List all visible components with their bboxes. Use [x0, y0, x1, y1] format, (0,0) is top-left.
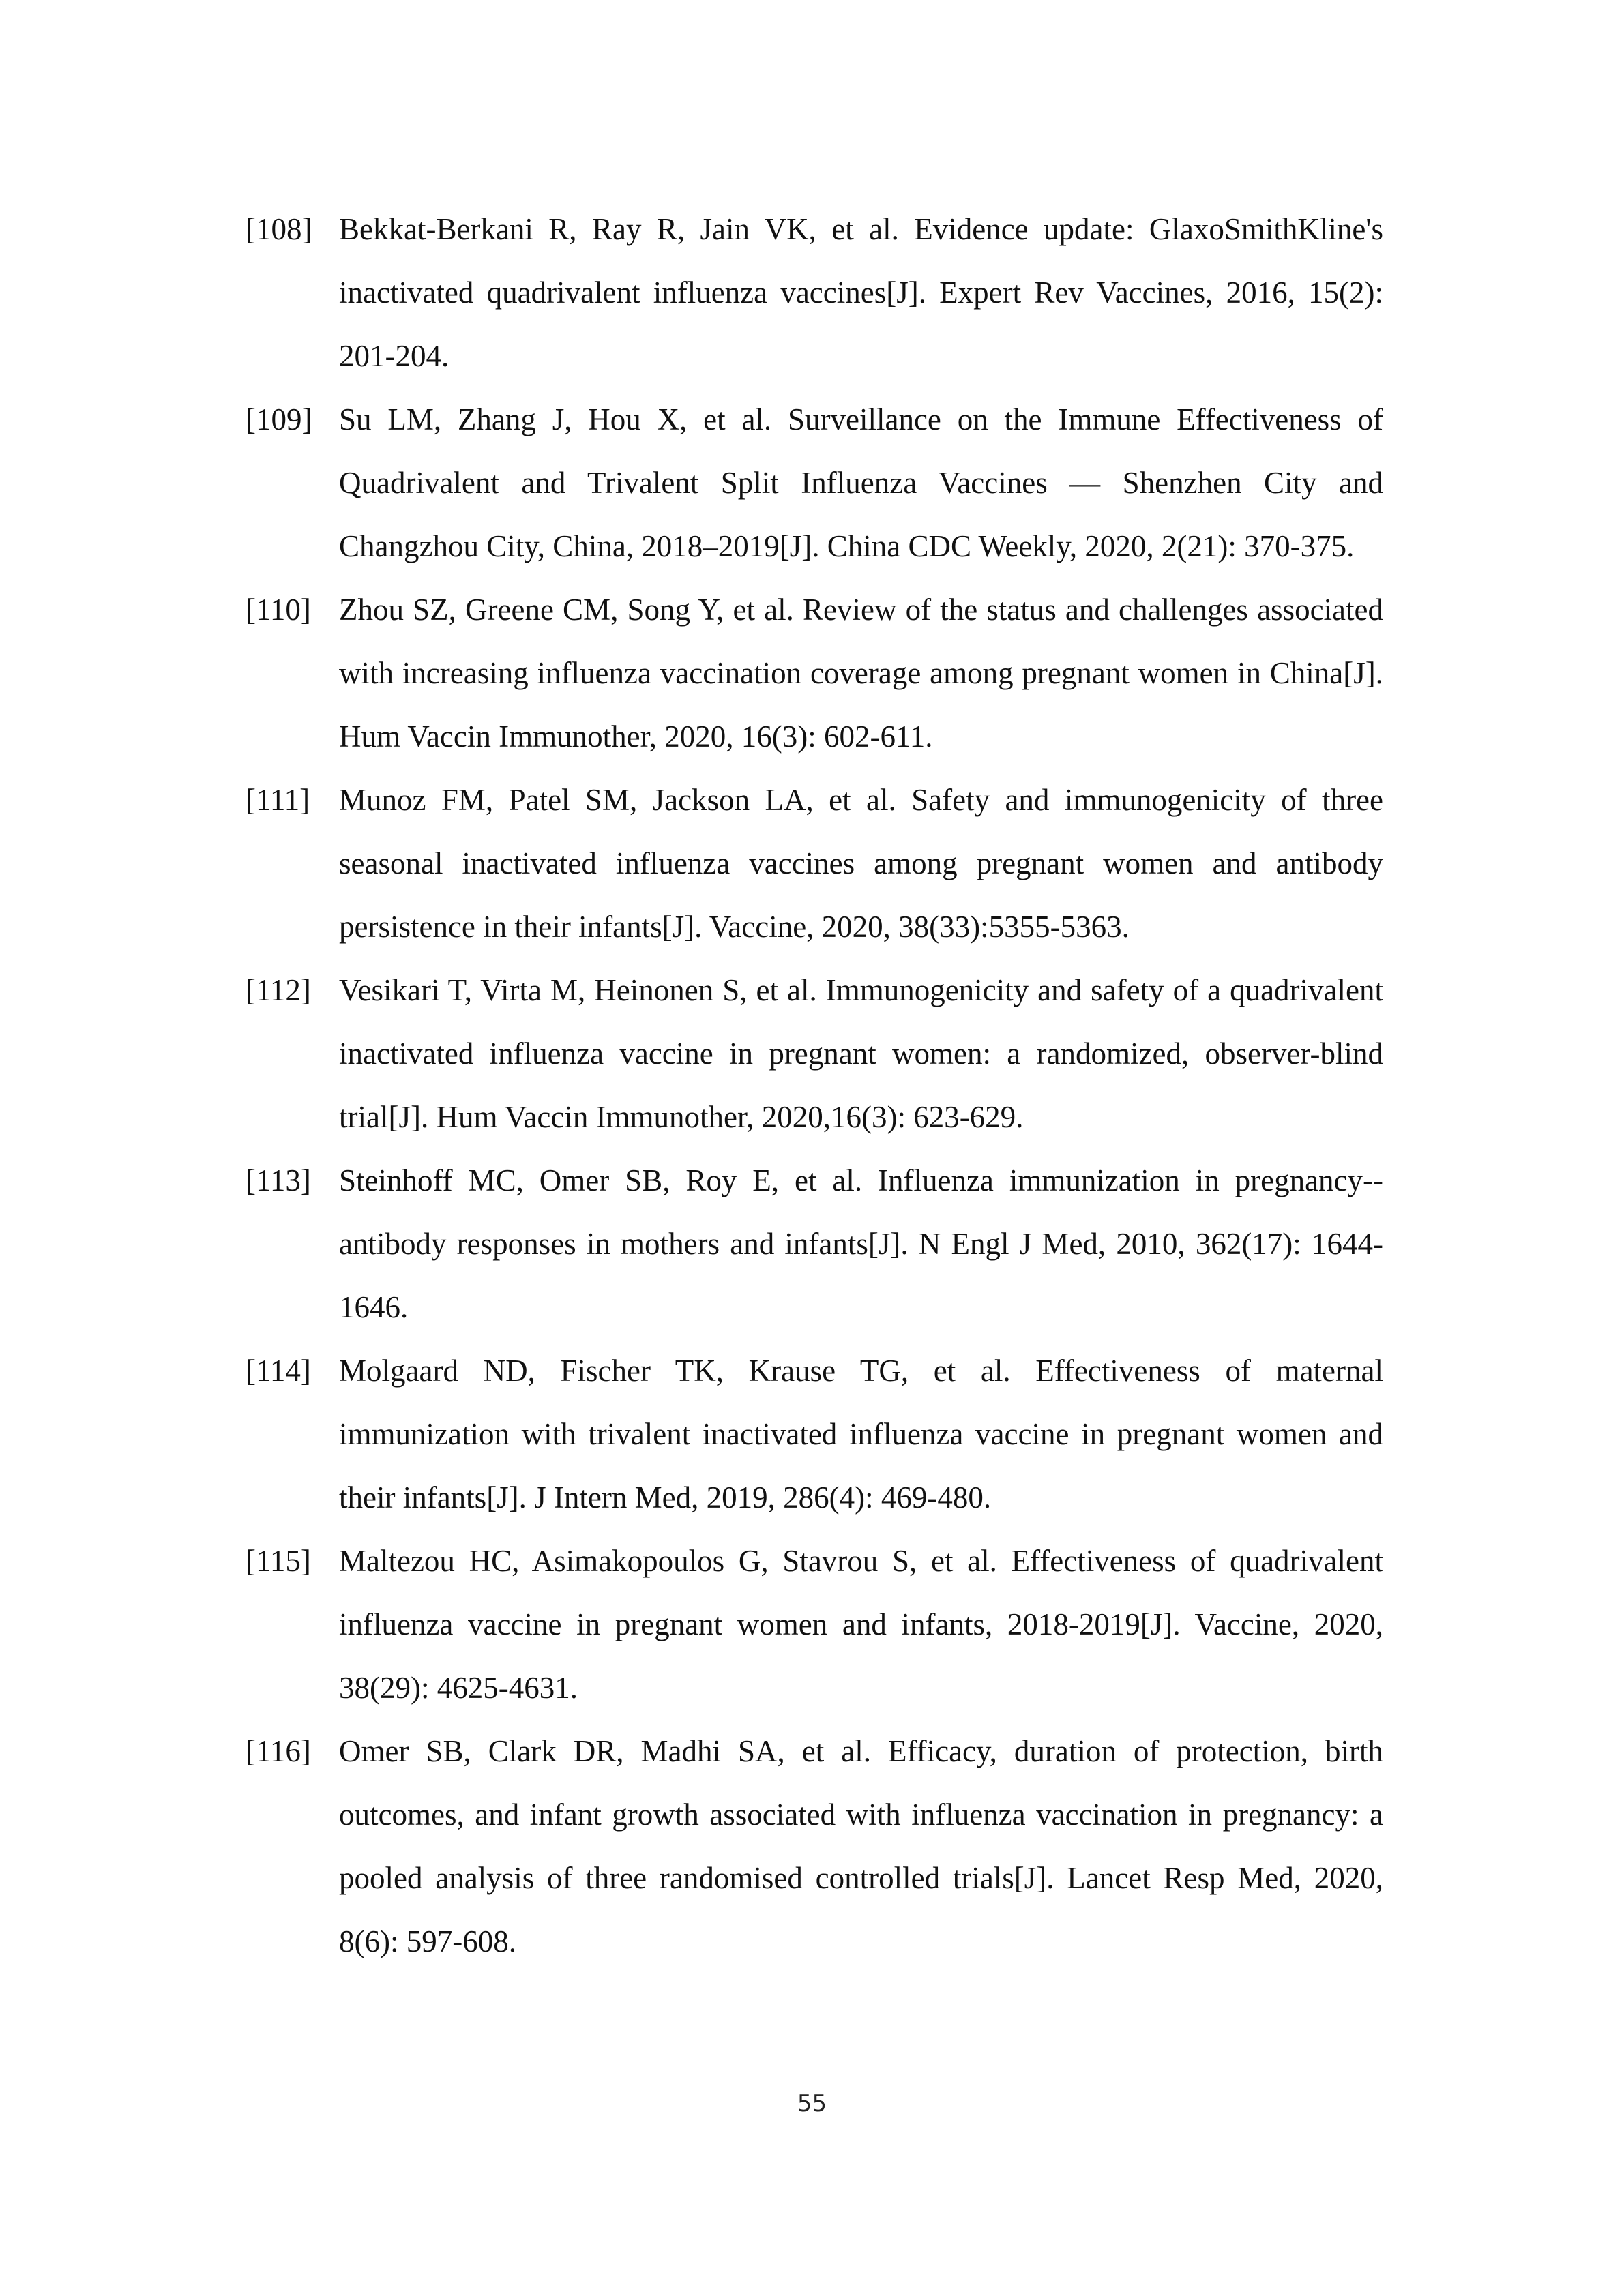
reference-text: Su LM, Zhang J, Hou X, et al. Surveillance on the Immune Effectiveness of Quadrivalent and Trivalent Split Influenza Vaccines — Shenzhen City and Changzhou City, China, 2018–2019[J]. China CDC Weekly, 2020, 2(21): 370-375. [339, 402, 1383, 563]
reference-number: [116] [246, 1734, 311, 1768]
reference-number: [115] [246, 1544, 311, 1578]
reference-text: Maltezou HC, Asimakopoulos G, Stavrou S, et al. Effectiveness of quadrivalent influenza vaccine in pregnant women and infants, 2018-2019[J]. Vaccine, 2020, 38(29): 4625-4631. [339, 1544, 1383, 1705]
reference-entry [246, 388, 1383, 578]
reference-text: Molgaard ND, Fischer TK, Krause TG, et al. Effectiveness of maternal immunization with trivalent inactivated influenza vaccine in pregnant women and their infants[J]. J Intern Med, 2019, 286(4): 469-480. [339, 1354, 1383, 1515]
page-number: 55 [797, 2090, 827, 2117]
reference-entry [246, 1720, 1383, 1973]
reference-text: Munoz FM, Patel SM, Jackson LA, et al. Safety and immunogenicity of three seasonal inactivated influenza vaccines among pregnant women and antibody persistence in their infants[J]. Vaccine, 2020, 38(33):5355-5363. [339, 783, 1383, 944]
reference-entry [246, 578, 1383, 769]
reference-number: [111] [246, 783, 310, 817]
reference-list [246, 198, 1383, 1973]
reference-entry [246, 769, 1383, 959]
reference-number: [109] [246, 402, 312, 436]
reference-entry [246, 1149, 1383, 1339]
reference-text: Vesikari T, Virta M, Heinonen S, et al. Immunogenicity and safety of a quadrivalent inactivated influenza vaccine in pregnant women: a randomized, observer-blind trial[J]. Hum Vaccin Immunother, 2020,16(3): 623-629. [339, 973, 1383, 1134]
reference-text: Bekkat-Berkani R, Ray R, Jain VK, et al. Evidence update: GlaxoSmithKline's inactivated quadrivalent influenza vaccines[J]. Expert Rev Vaccines, 2016, 15(2): 201-204. [339, 212, 1383, 373]
reference-number: [108] [246, 212, 312, 246]
reference-text: Steinhoff MC, Omer SB, Roy E, et al. Influenza immunization in pregnancy--antibody responses in mothers and infants[J]. N Engl J Med, 2010, 362(17): 1644-1646. [339, 1163, 1383, 1324]
reference-number: [110] [246, 593, 311, 627]
reference-text: Zhou SZ, Greene CM, Song Y, et al. Review of the status and challenges associated with increasing influenza vaccination coverage among pregnant women in China[J]. Hum Vaccin Immunother, 2020, 16(3): 602-611. [339, 593, 1383, 754]
reference-number: [113] [246, 1163, 311, 1197]
reference-text: Omer SB, Clark DR, Madhi SA, et al. Efficacy, duration of protection, birth outcomes, and infant growth associated with influenza vaccination in pregnancy: a pooled analysis of three randomised controlled trials[J]. Lancet Resp Med, 2020, 8(6): 597-608. [339, 1734, 1383, 1958]
reference-entry [246, 1530, 1383, 1720]
reference-entry [246, 959, 1383, 1149]
reference-number: [114] [246, 1354, 311, 1388]
reference-number: [112] [246, 973, 311, 1007]
reference-entry [246, 1339, 1383, 1530]
reference-entry [246, 198, 1383, 388]
